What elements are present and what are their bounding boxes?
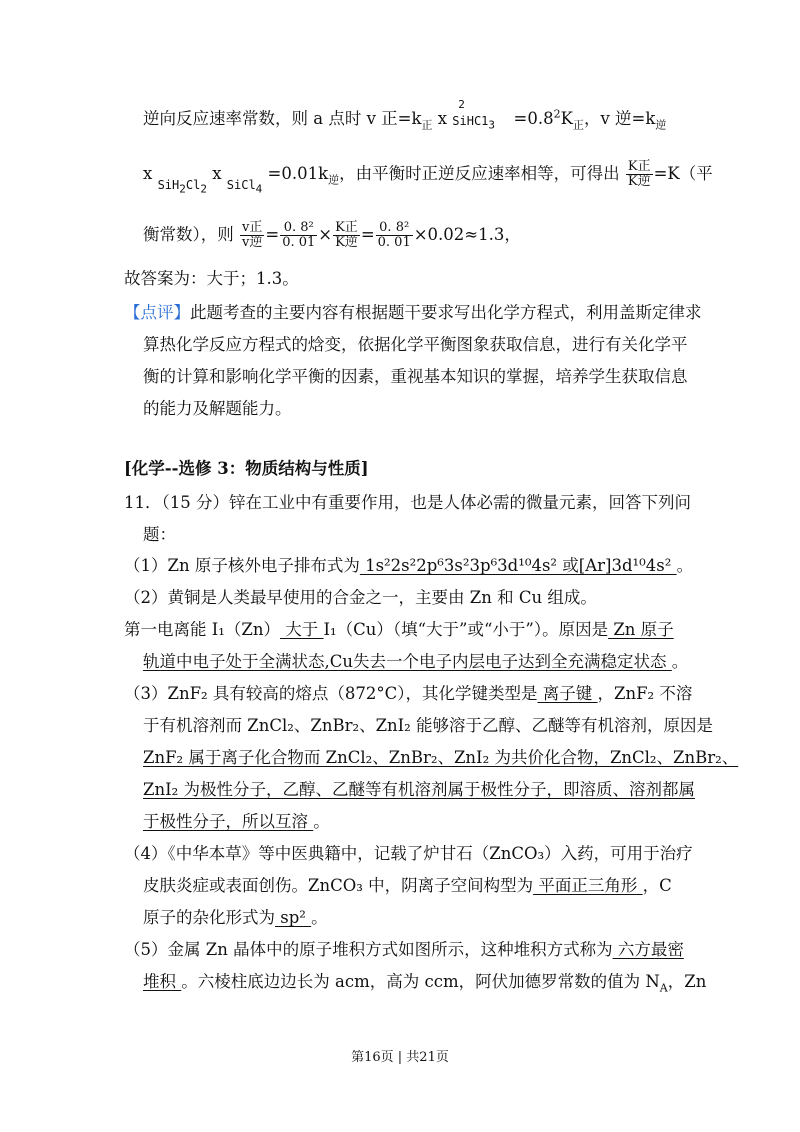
q11-part3-e	[143, 811, 330, 833]
q11-part2-b	[124, 619, 674, 641]
x-sihcl3: 2 $SiHC1_3$	[452, 98, 496, 132]
q11-part3-c: ZnF₂ 属于离子化合物而 ZnCl₂、ZnBr₂、ZnI₂ 为共价化合物，ZnCl₂、ZnBr₂、	[143, 748, 739, 767]
denominator: 0. 01	[282, 235, 316, 250]
q11-part5-b	[143, 971, 706, 999]
fraction-064-b	[376, 221, 413, 250]
numerator: 0. 8²	[376, 221, 413, 236]
answer-blank: 平面正三角形	[533, 876, 643, 895]
denominator: v逆	[242, 235, 263, 250]
sicl4-label: SiCl4	[226, 178, 263, 196]
text-span: =	[265, 225, 280, 244]
fraction-v	[240, 221, 264, 250]
text-span: x	[212, 164, 222, 183]
text-span: I₁（Cu）（填“大于”或“小于”）。原因是	[323, 620, 609, 639]
text-span: ，C	[642, 876, 672, 895]
text-span: 。六棱柱底边边长为 acm，高为 ccm，阿伏加德罗常数的值为 N	[181, 972, 660, 991]
review-line-2: 算热化学反应方程式的焓变，依据化学平衡图象获取信息，进行有关化学平	[143, 335, 688, 354]
q11-part1	[124, 555, 693, 577]
review-line-4: 的能力及解题能力。	[143, 399, 292, 418]
text-span: ，Zn	[667, 972, 707, 991]
answer-blank: 离子键	[537, 684, 598, 703]
review-line-1	[124, 302, 702, 324]
fraction-064-a	[280, 221, 317, 250]
text-span: x	[437, 109, 448, 128]
q11-line-1: 11．（15 分）锌在工业中有重要作用，也是人体必需的微量元素，回答下列问	[124, 493, 691, 512]
text-span: K	[560, 109, 573, 128]
text-span: ，ZnF₂ 不溶	[597, 684, 693, 703]
text-span: 皮肤炎症或表面创伤。ZnCO₃ 中，阴离子空间构型为	[143, 876, 534, 895]
text-span: =K（平	[653, 164, 713, 183]
fraction-k	[626, 160, 653, 189]
q11-part2: （2）黄铜是人类最早使用的合金之一，主要由 Zn 和 Cu 组成。	[124, 588, 597, 607]
sih2cl2-label: SiH2Cl2	[157, 178, 207, 196]
page-footer: 第16页 | 共21页	[351, 1050, 449, 1065]
answer-blank: Zn 原子	[608, 620, 674, 639]
denominator: K逆	[627, 174, 651, 189]
numerator: 0. 8²	[280, 221, 317, 236]
numerator: v正	[242, 220, 263, 235]
q11-line-2: 题：	[143, 525, 176, 544]
text-span: ，v 逆=k	[583, 109, 656, 128]
answer-blank: 1s²2s²2p⁶3s²3p⁶3d¹⁰4s² 或[Ar]3d¹⁰4s²	[359, 556, 677, 575]
answer-blank: 堆积	[143, 972, 182, 991]
text-span: ，由平衡时正逆反应速率相等，可得出	[339, 164, 620, 183]
answer-blank: 于极性分子，所以互溶	[143, 812, 314, 831]
q11-part4: （4）《中华本草》等中医典籍中，记载了炉甘石（ZnCO₃）入药，可用于治疗	[124, 844, 693, 863]
q11-part2-c	[143, 651, 688, 673]
answer-blank: 大于	[279, 620, 324, 639]
q11-part5	[124, 939, 684, 961]
text-span: x	[143, 164, 153, 183]
numerator: K正	[627, 159, 651, 174]
derivation-line-1: 逆向反应速率常数，则 a 点时 v 正$=k_正$ x 2 $SiHC1_3$ $=0.8^2K_正$，v 逆$=k_逆$	[143, 98, 667, 132]
fraction-k-2	[333, 221, 360, 250]
q11-part3-d: ZnI₂ 为极性分子，乙醇、乙醚等有机溶剂属于极性分子，即溶质、溶剂都属	[143, 780, 695, 799]
q11-part3	[124, 683, 692, 705]
text-span: 。	[311, 908, 328, 927]
derivation-line-3	[143, 221, 521, 250]
subscript: A	[659, 981, 668, 995]
text-span: 此题考查的主要内容有根据题干要求写出化学方程式，利用盖斯定律求	[190, 303, 702, 322]
text-span: （5）金属 Zn 晶体中的原子堆积方式如图所示，这种堆积方式称为	[124, 940, 613, 959]
q11-part4-c	[143, 907, 328, 929]
denominator: 0. 01	[377, 235, 411, 250]
text-span: ×0.02≈1.3，	[413, 225, 521, 244]
text-span: （1）Zn 原子核外电子排布式为	[124, 556, 360, 575]
text-span: 第一电离能 I₁（Zn）	[124, 620, 280, 639]
text-span: =	[360, 225, 375, 244]
q11-part4-b	[143, 875, 672, 897]
numerator: K正	[335, 220, 358, 235]
text-span: =0.8	[513, 109, 554, 128]
text-span: =0.01k	[267, 164, 329, 183]
section-title: [化学--选修 3：物质结构与性质]	[124, 459, 369, 478]
review-tag: 【点评】	[124, 303, 190, 322]
answer-line: 故答案为：大于；1.3。	[124, 269, 299, 288]
answer-blank: sp²	[275, 908, 312, 927]
text-span: （3）ZnF₂ 具有较高的熔点（872°C），其化学键类型是	[124, 684, 538, 703]
text-span: ×	[318, 225, 333, 244]
review-line-3: 衡的计算和影响化学平衡的因素，重视基本知识的掌握，培养学生获取信息	[143, 367, 688, 386]
answer-blank: 轨道中电子处于全满状态,Cu失去一个电子内层电子达到全充满稳定状态	[143, 652, 672, 671]
denominator: K逆	[335, 235, 358, 250]
answer-blank: 六方最密	[612, 940, 684, 959]
text-span: 逆向反应速率常数，则 a 点时 v 正=k	[143, 109, 422, 128]
q11-part3-b: 于有机溶剂而 ZnCl₂、ZnBr₂、ZnI₂ 能够溶于乙醇、乙醚等有机溶剂，原因是	[143, 716, 714, 735]
derivation-line-2: x $_{SiH_2Cl_2}$ x $_{SiCl_4} =0.01k_逆$，由平衡时正逆反应速率相等，可得出 $\frac{\text{K正}}{\text{K逆}}$ =K（平	[143, 159, 713, 196]
text-span: 原子的杂化形式为	[143, 908, 275, 927]
text-span: 。	[313, 812, 330, 831]
text-span: 。	[676, 556, 694, 575]
text-span: 。	[671, 652, 689, 671]
text-span: 衡常数），则	[143, 225, 234, 244]
